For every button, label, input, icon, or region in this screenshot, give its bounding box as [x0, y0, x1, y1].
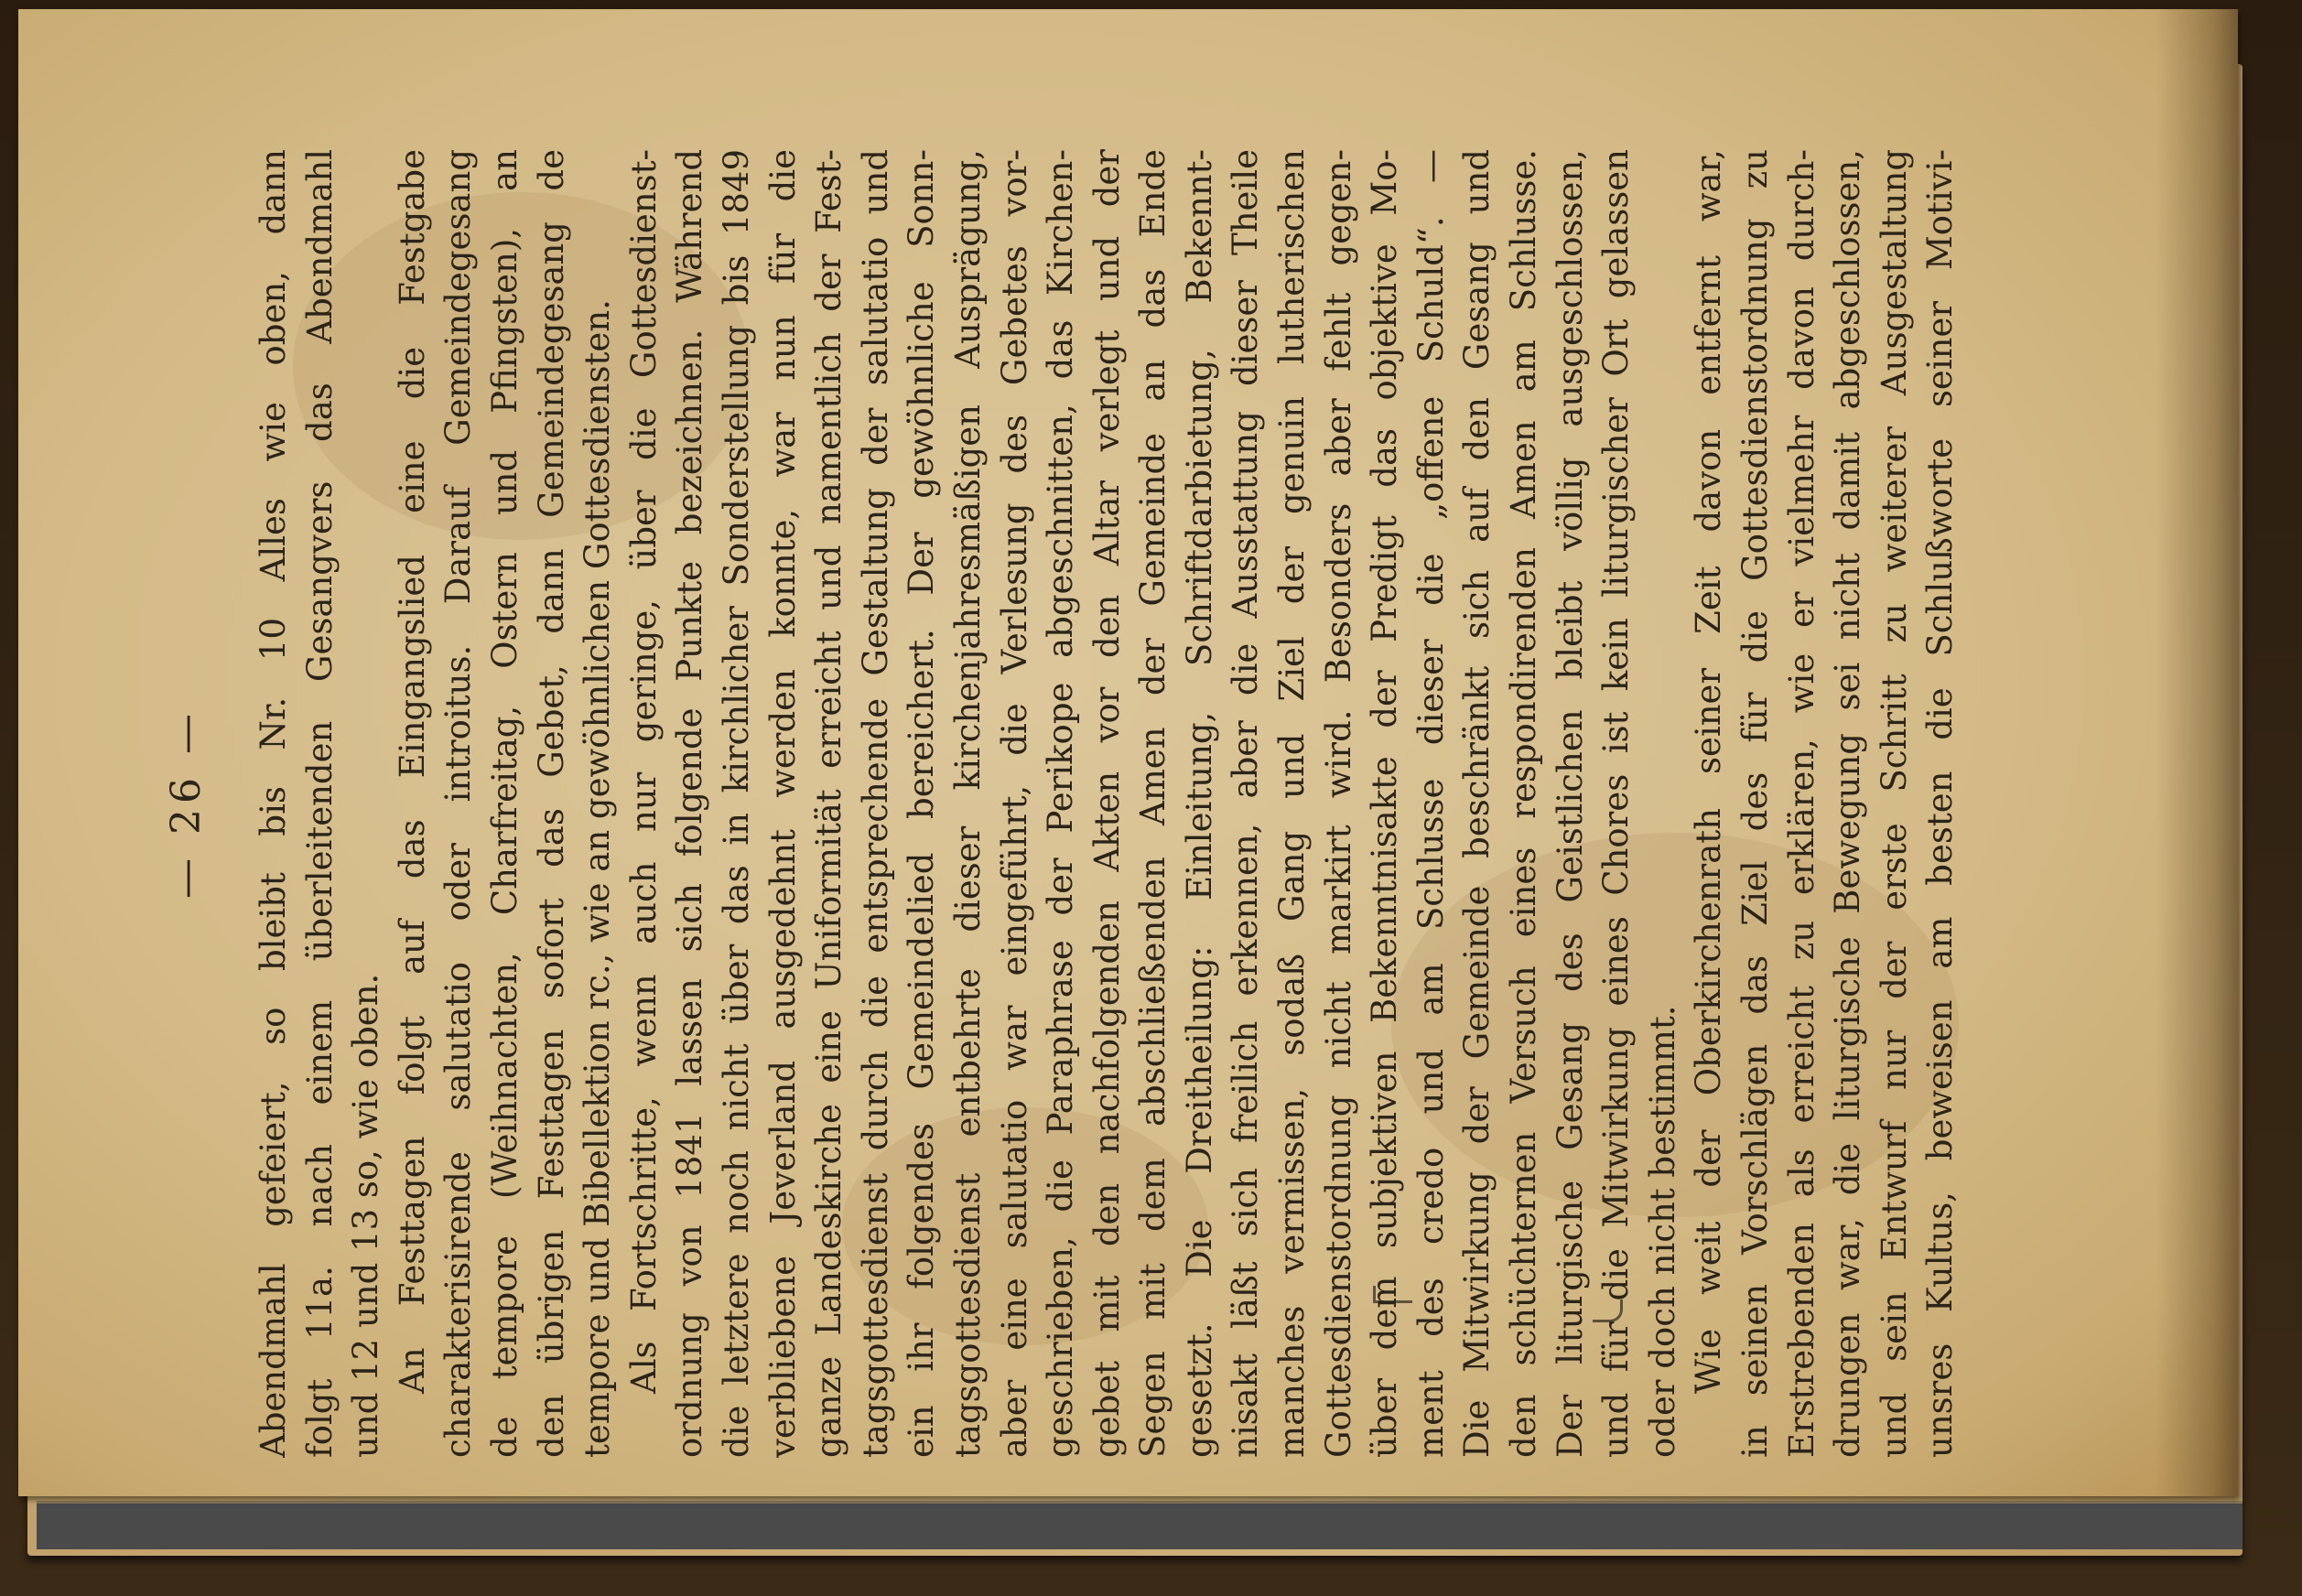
text-line: gebet mit den nachfolgenden Akten vor den Altar verlegt und der — [1086, 149, 1127, 1458]
text-line: drungen war, die liturgische Bewegung sei nicht damit abgeschlossen, — [1828, 149, 1868, 1458]
text-line: An Festtagen folgt auf das Eingangslied eine die Festgabe — [392, 149, 432, 1394]
spine-shadow — [2156, 9, 2238, 1496]
text-line: tempore und Bibellektion rc., wie an gewöhnlichen Gottesdiensten. — [578, 299, 618, 1458]
text-line: Erstrebenden als erreicht zu erklären, wie er vielmehr davon durch- — [1781, 149, 1821, 1458]
text-line: oder doch nicht bestimmt. — [1642, 1005, 1682, 1458]
text-line: tagsgottesdienst entbehrte dieser kirchenjahresmäßigen Ausprägung, — [947, 149, 988, 1458]
text-line: verbliebene Jeverland ausgedehnt werden konnte, war nun für die — [762, 149, 803, 1458]
book-edge — [37, 1501, 2243, 1549]
text-line: Der liturgische Gesang des Geistlichen bleibt völlig ausgeschlossen, — [1550, 149, 1590, 1458]
text-line: ordnung von 1841 lassen sich folgende Punkte bezeichnen. Während — [670, 149, 710, 1458]
text-line: über dem subjektiven Bekenntnisakte der Predigt das objektive Mo- — [1365, 149, 1405, 1458]
text-line: folgt 11a. nach einem überleitenden Gesangvers das Abendmahl — [299, 149, 340, 1458]
text-line: Abendmahl gefeiert, so bleibt bis Nr. 10 Alles wie oben, dann — [254, 149, 293, 1458]
text-line: nisakt läßt sich freilich erkennen, aber die Ausstattung dieser Theile — [1226, 149, 1266, 1458]
text-line: und für die Mitwirkung eines Chores ist kein liturgischer Ort gelassen — [1596, 149, 1637, 1458]
text-line: manches vermissen, sodaß Gang und Ziel der genuin lutherischen — [1272, 149, 1313, 1458]
text-line: ein ihr folgendes Gemeindelied bereichert. Der gewöhnliche Sonn- — [902, 149, 942, 1458]
text-line: tagsgottesdienst durch die entsprechende Gestaltung der salutatio und — [855, 149, 895, 1458]
page-number-header: — 26 — — [163, 708, 210, 899]
book-page — [18, 9, 2238, 1496]
text-line: ment des credo und am Schlusse dieser die „offene Schuld“. — — [1410, 149, 1451, 1458]
text-block — [163, 149, 2030, 1458]
text-line: und sein Entwurf nur der erste Schritt zu weiterer Ausgestaltung — [1874, 149, 1914, 1458]
body-text — [251, 149, 1964, 1458]
text-line: aber eine salutatio war eingeführt, die Verlesung des Gebetes vor- — [994, 149, 1034, 1458]
text-line: de tempore (Weihnachten, Charfreitag, Ostern und Pfingsten), an — [484, 149, 524, 1458]
text-line: charakterisirende salutatio oder introitus. Darauf Gemeindegesang — [438, 149, 479, 1458]
text-line: ganze Landeskirche eine Uniformität erreicht und namentlich der Fest- — [809, 149, 849, 1458]
text-line: Gottesdienstordnung nicht markirt wird. Besonders aber fehlt gegen- — [1318, 149, 1358, 1458]
text-line: die letztere noch nicht über das in kirchlicher Sonderstellung bis 1849 — [716, 149, 756, 1458]
text-line: Als Fortschritte, wenn auch nur geringe, über die Gottesdienst- — [623, 149, 664, 1394]
text-line: und 12 und 13 so, wie oben. — [346, 973, 386, 1458]
text-line: Wie weit der Oberkirchenrath seiner Zeit davon entfernt war, — [1689, 149, 1729, 1394]
text-line: geschrieben, die Paraphrase der Perikope abgeschnitten, das Kirchen- — [1041, 149, 1081, 1458]
text-line: gesetzt. Die Dreitheilung: Einleitung, Schriftdarbietung, Bekennt- — [1179, 149, 1219, 1458]
text-line: in seinen Vorschlägen das Ziel des für die Gottesdienstordnung zu — [1735, 149, 1775, 1458]
text-line: Die Mitwirkung der Gemeinde beschränkt sich auf den Gesang und — [1457, 149, 1497, 1458]
text-line: Segen mit dem abschließenden Amen der Gemeinde an das Ende — [1133, 149, 1173, 1458]
text-line: unsres Kultus, beweisen am besten die Schlußworte seiner Motivi- — [1920, 149, 1961, 1458]
text-line: den schüchternen Versuch eines respondirenden Amen am Schlusse. — [1504, 149, 1544, 1458]
text-line: den übrigen Festtagen sofort das Gebet, dann Gemeindegesang de — [531, 149, 571, 1458]
